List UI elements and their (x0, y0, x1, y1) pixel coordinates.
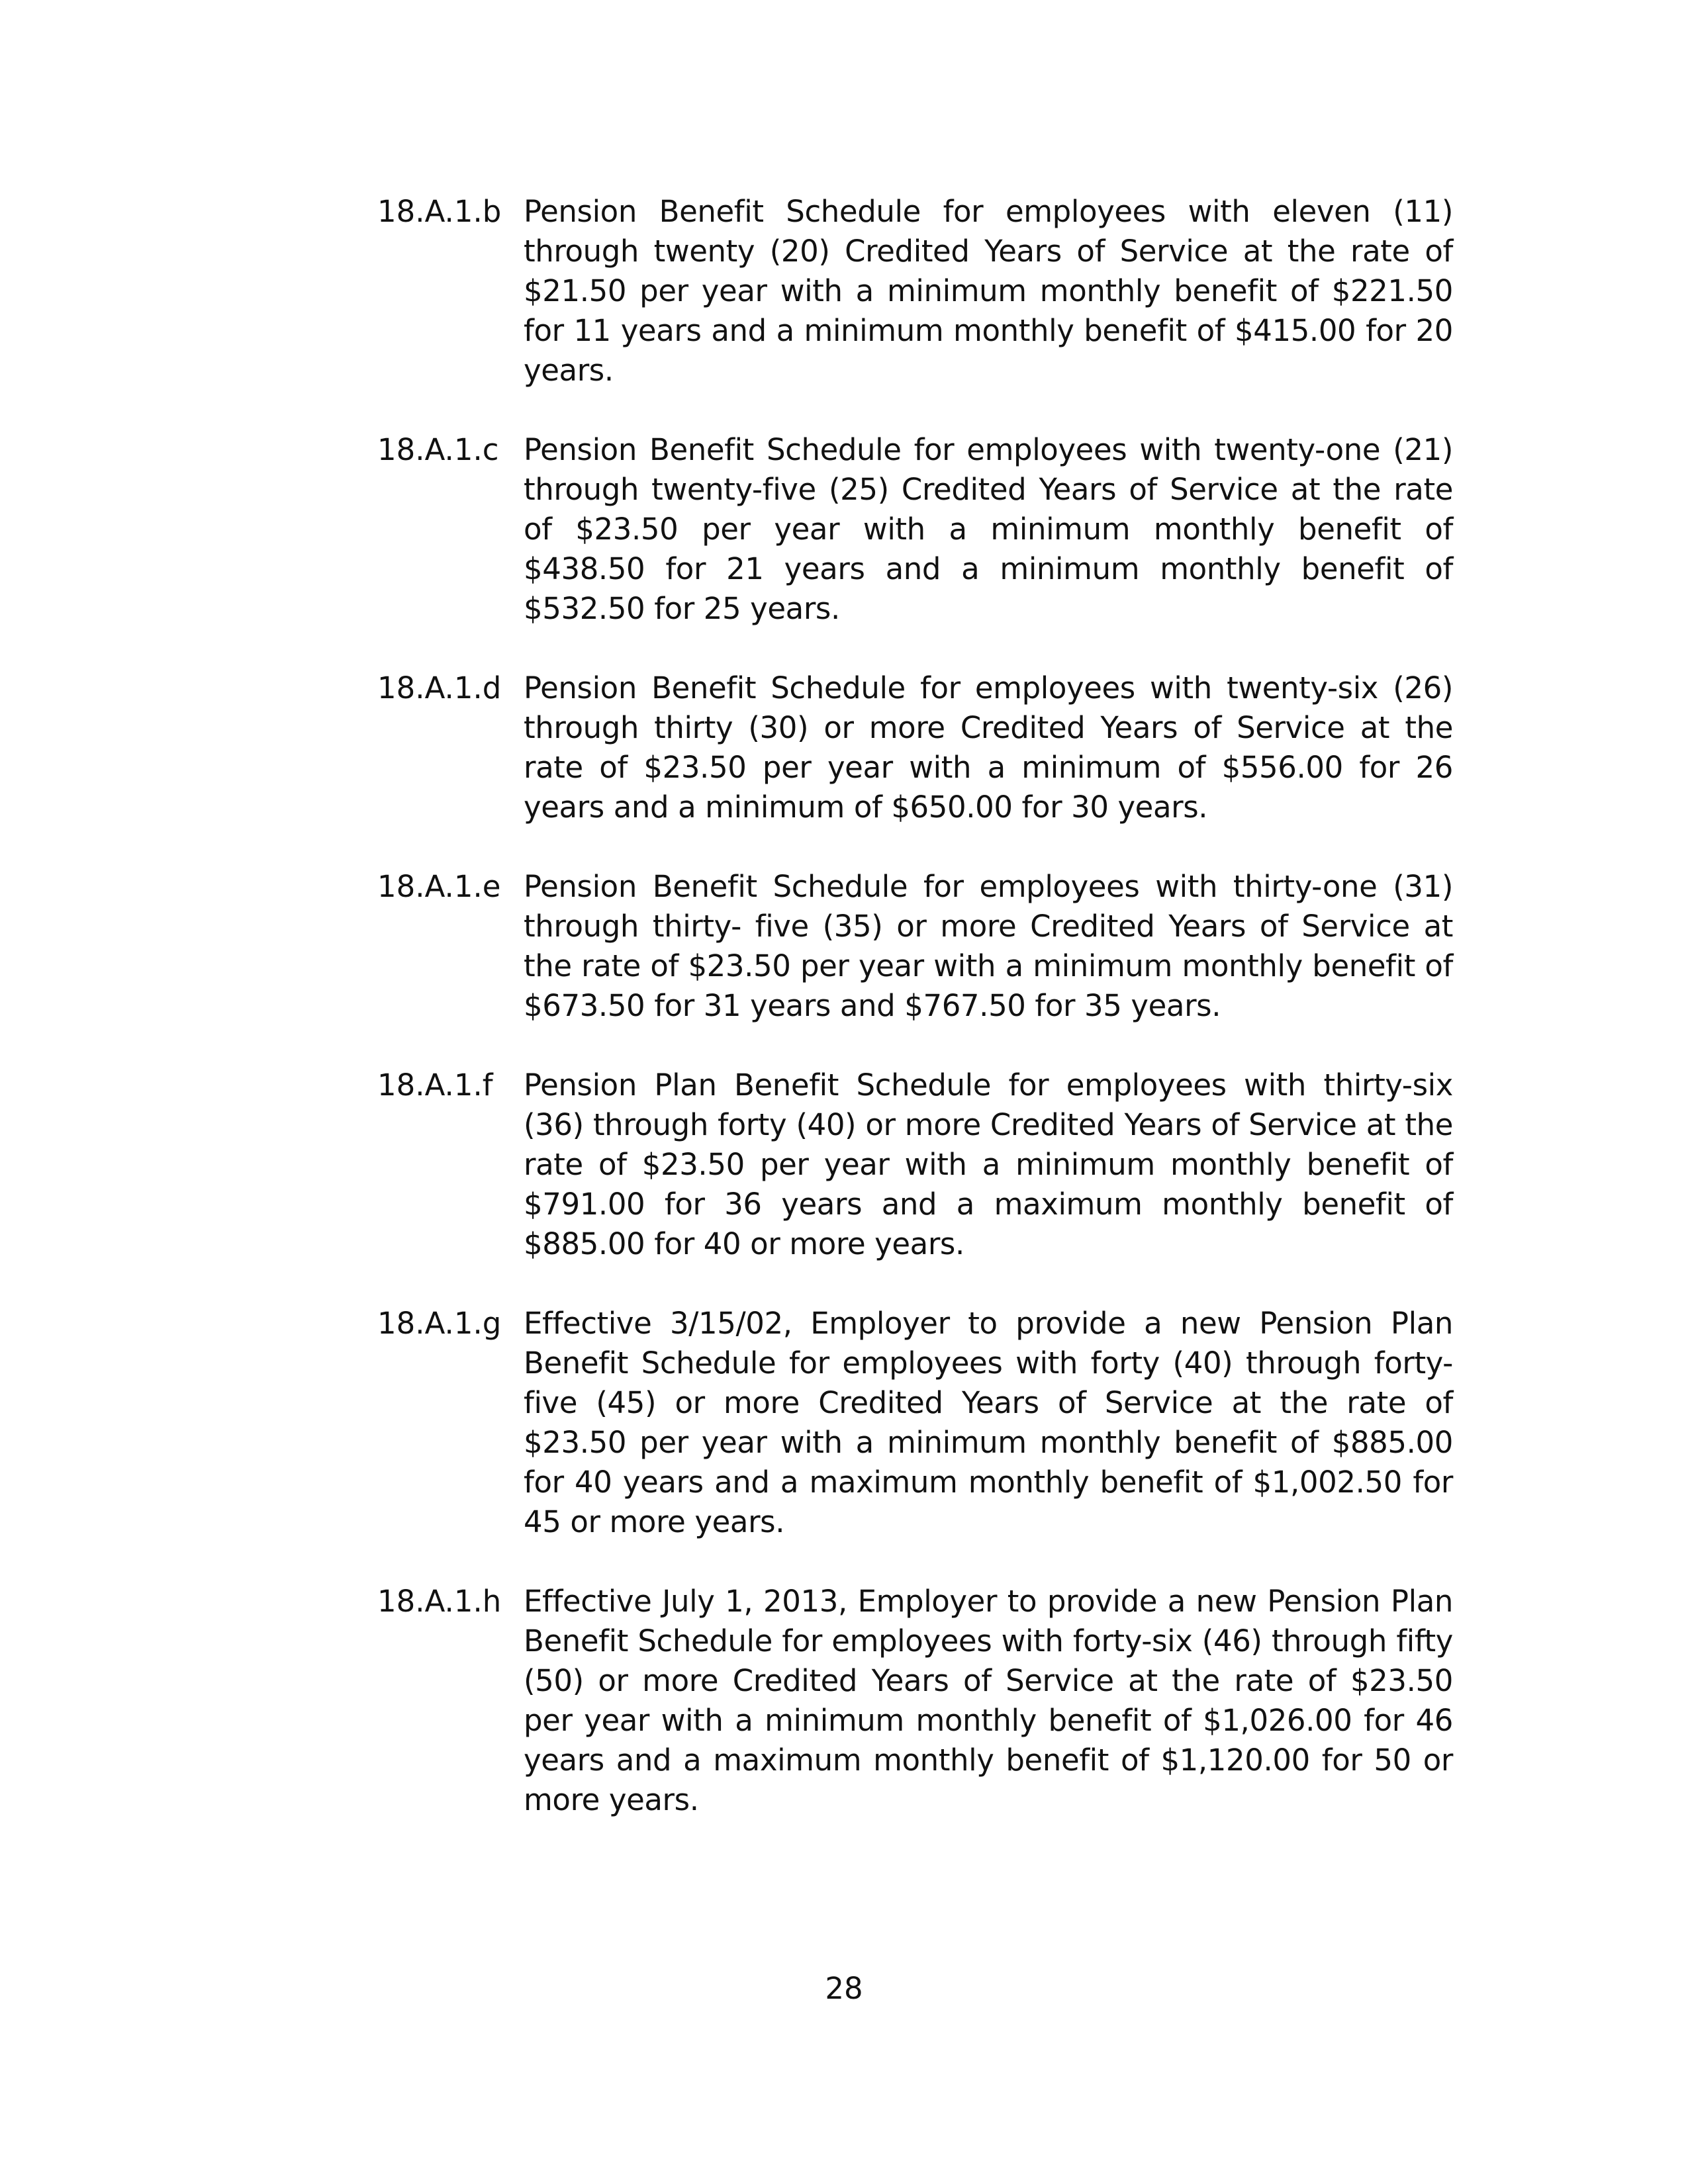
section-text: Pension Plan Benefit Schedule for employees with thirty-six (36) through forty (40) or more Credited Years of Service at the rate of $23.50 per year with a minimum monthly benefit of $791.00 for 36 years and a maximum monthly benefit of $885.00 for 40 or more years. (524, 1068, 1453, 1261)
section-label: 18.A.1.e (377, 869, 501, 904)
page-number: 28 (825, 1971, 863, 2006)
section-label: 18.A.1.g (377, 1306, 502, 1341)
section-18-a-1-c (377, 430, 1463, 629)
section-text: Effective 3/15/02, Employer to provide a new Pension Plan Benefit Schedule for employees with forty (40) through forty-five (45) or more Credited Years of Service at the rate of $23.50 per year with a minimum monthly benefit of $885.00 for 40 years and a maximum monthly benefit of $1,002.50 for 45 or more years. (524, 1306, 1453, 1539)
section-text: Pension Benefit Schedule for employees with thirty-one (31) through thirty- five (35) or more Credited Years of Service at the rate of $23.50 per year with a minimum monthly benefit of $673.50 for 31 years and $767.50 for 35 years. (524, 869, 1453, 1023)
section-label: 18.A.1.f (377, 1068, 493, 1103)
section-text: Pension Benefit Schedule for employees with twenty-one (21) through twenty-five (25) Credited Years of Service at the rate of $23.50 per year with a minimum monthly benefit of $438.50 for 21 years and a minimum monthly benefit of $532.50 for 25 years. (524, 432, 1453, 626)
section-18-a-1-d (377, 668, 1463, 827)
section-18-a-1-b (377, 192, 1463, 390)
section-18-a-1-e (377, 867, 1463, 1026)
section-text: Effective July 1, 2013, Employer to provide a new Pension Plan Benefit Schedule for employees with forty-six (46) through fifty (50) or more Credited Years of Service at the rate of $23.50 per year with a minimum monthly benefit of $1,026.00 for 46 years and a maximum monthly benefit of $1,120.00 for 50 or more years. (524, 1584, 1453, 1817)
section-18-a-1-h (377, 1582, 1463, 1820)
section-text: Pension Benefit Schedule for employees with eleven (11) through twenty (20) Credited Years of Service at the rate of $21.50 per year with a minimum monthly benefit of $221.50 for 11 years and a minimum monthly benefit of $415.00 for 20 years. (524, 194, 1453, 388)
pension-schedule-list (377, 192, 1463, 1860)
section-label: 18.A.1.c (377, 432, 499, 467)
section-label: 18.A.1.h (377, 1584, 502, 1619)
section-label: 18.A.1.b (377, 194, 502, 229)
section-18-a-1-f (377, 1066, 1463, 1264)
section-18-a-1-g (377, 1304, 1463, 1542)
section-text: Pension Benefit Schedule for employees with twenty-six (26) through thirty (30) or more Credited Years of Service at the rate of $23.50 per year with a minimum of $556.00 for 26 years and a minimum of $650.00 for 30 years. (524, 670, 1453, 825)
section-label: 18.A.1.d (377, 670, 502, 705)
